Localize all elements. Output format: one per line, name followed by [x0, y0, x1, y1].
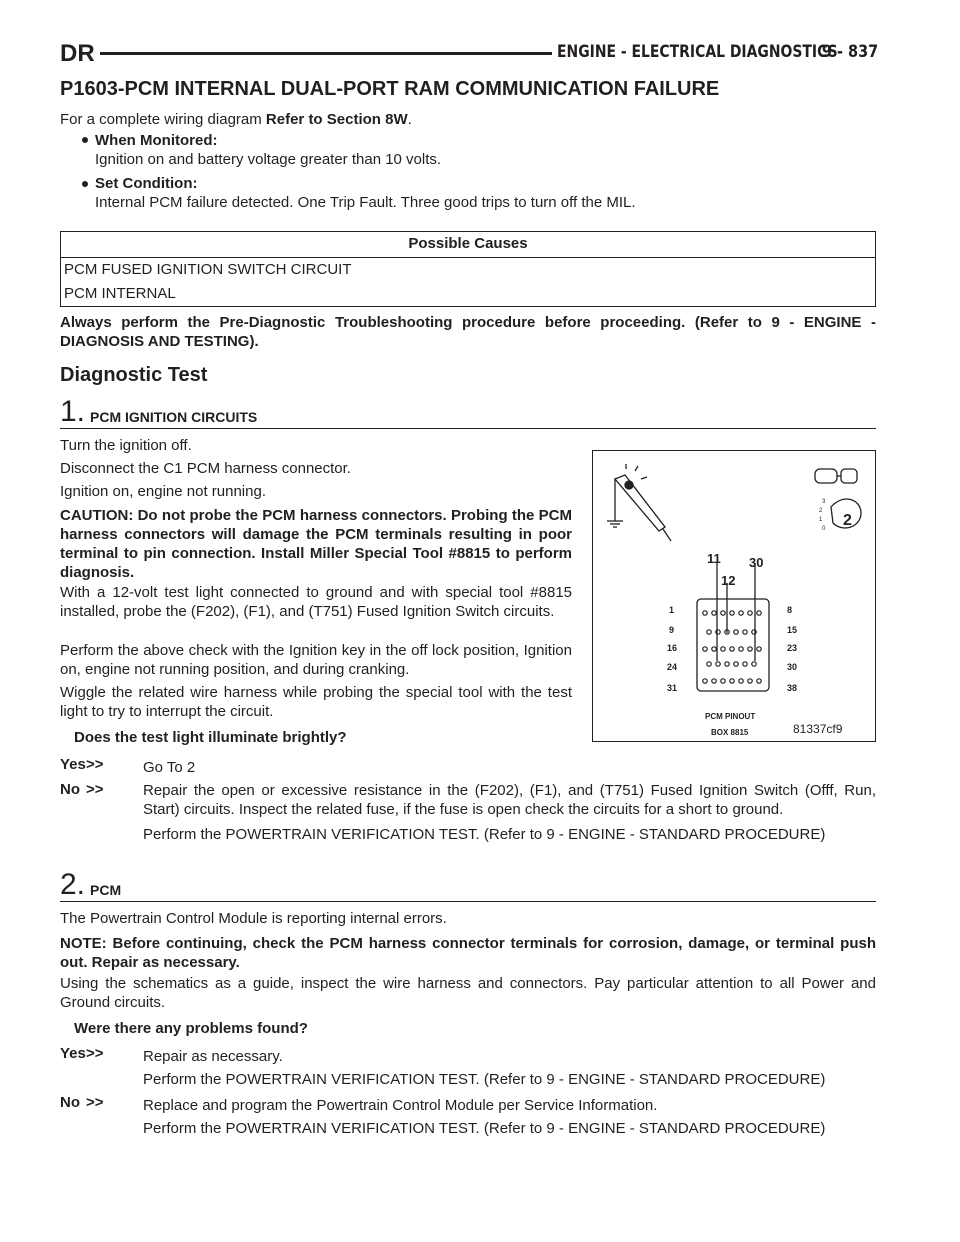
- verification-text: Perform the POWERTRAIN VERIFICATION TEST. (Refer to 9 - ENGINE - STANDARD PROCEDURE): [143, 1071, 826, 1088]
- step1-instruction: Wiggle the related wire harness while probing the special tool with the test light to try to interrupt the circuit.: [60, 684, 572, 720]
- set-condition-text: Internal PCM failure detected. One Trip Fault. Three good trips to turn off the MIL.: [95, 194, 636, 211]
- verification-text: Perform the POWERTRAIN VERIFICATION TEST. (Refer to 9 - ENGINE - STANDARD PROCEDURE): [143, 1120, 826, 1137]
- no-label: No: [60, 781, 80, 798]
- connector-pin: [739, 611, 743, 615]
- row-label: 8: [787, 605, 793, 615]
- pin-11-label: 11: [707, 551, 721, 566]
- connector-pin: [703, 611, 707, 615]
- figure-id: 81337cf9: [793, 722, 843, 736]
- key-position-label: 0: [822, 526, 826, 532]
- key-head: [841, 469, 857, 483]
- bullet-icon: [82, 181, 88, 187]
- pre-diagnostic-note: Always perform the Pre-Diagnostic Troubleshooting procedure before proceeding. (Refer to 9 - ENGINE - DIAGNOSIS AND TESTING).: [60, 314, 876, 350]
- connector-pin: [730, 679, 734, 683]
- monitored-label: When Monitored:: [95, 132, 218, 149]
- row-label: 1: [669, 605, 675, 615]
- step1-line: Disconnect the C1 PCM harness connector.: [60, 460, 351, 477]
- connector-pin: [730, 647, 734, 651]
- connector-pin: [734, 630, 738, 634]
- connector-pin: [721, 611, 725, 615]
- step1-caution: CAUTION: Do not probe the PCM harness connectors. Probing the PCM harness connectors will damage the PCM terminals resulting in poor terminal to pin connection. Install Miller Special Tool #8815 to perform diagnosis.: [60, 507, 572, 581]
- verification-text: Perform the POWERTRAIN VERIFICATION TEST. (Refer to 9 - ENGINE - STANDARD PROCEDURE): [143, 826, 826, 843]
- step2-note: NOTE: Before continuing, check the PCM harness connector terminals for corrosion, damage, or terminal push out. Repair as necessary.: [60, 935, 876, 971]
- step-title: PCM: [90, 882, 122, 898]
- pinout-caption: PCM PINOUT: [705, 712, 756, 721]
- step2-question: Were there any problems found?: [74, 1020, 308, 1037]
- connector-pin: [703, 679, 707, 683]
- wiring-prefix: For a complete wiring diagram: [60, 111, 262, 128]
- header-rule: [100, 52, 552, 55]
- light-ray: [641, 477, 647, 479]
- header-section-title: ENGINE - ELECTRICAL DIAGNOSTICS: [557, 42, 838, 62]
- step2-instruction: Using the schematics as a guide, inspect the wire harness and connectors. Pay particular attention to all Power and Ground circuits.: [60, 975, 876, 1011]
- row-label: 31: [667, 683, 678, 693]
- monitored-text: Ignition on and battery voltage greater than 10 volts.: [95, 151, 442, 168]
- step1-instruction: With a 12-volt test light connected to ground and with special tool #8815 installed, probe the (F202), (F1), and (T751) Fused Ignition Switch circuits.: [60, 584, 572, 620]
- connector-pin: [712, 679, 716, 683]
- no-label: No: [60, 1094, 80, 1111]
- no-arrow: >>: [86, 781, 104, 798]
- test-light-probe: [615, 475, 665, 531]
- connector-pin: [743, 662, 747, 666]
- wiring-link[interactable]: Refer to Section 8W: [265, 111, 408, 128]
- connector-pin: [743, 630, 747, 634]
- key-position-label: 2: [819, 508, 823, 514]
- row-label: 24: [667, 662, 678, 672]
- yes-label: Yes: [60, 756, 86, 773]
- connector-pin: [721, 679, 725, 683]
- box-caption: BOX 8815: [711, 728, 749, 737]
- header-model: DR: [60, 40, 95, 67]
- connector-pin: [716, 662, 720, 666]
- no-action: Repair the open or excessive resistance in the (F202), (F1), and (T751) Fused Ignition Switch (Offf, Run, Start) circuits. Inspect the related fuse, if the fuse is open check the circuits for a short to ground.: [143, 782, 876, 818]
- yes-action: Repair as necessary.: [143, 1048, 283, 1065]
- connector-pin: [757, 647, 761, 651]
- key-position-label: 3: [822, 499, 826, 505]
- test-light-tip: [663, 529, 671, 541]
- step-2-header: [60, 870, 876, 902]
- key-position-label: 1: [819, 517, 823, 523]
- step1-line: Ignition on, engine not running.: [60, 483, 266, 500]
- cause-item: PCM FUSED IGNITION SWITCH CIRCUIT: [64, 261, 352, 278]
- yes-label: Yes: [60, 1045, 86, 1062]
- key-position-marker: 2: [843, 512, 852, 529]
- row-label: 15: [787, 625, 798, 635]
- row-label: 9: [669, 625, 675, 635]
- test-light-bulb: [625, 481, 633, 489]
- connector-body: [697, 599, 769, 691]
- connector-pin: [757, 611, 761, 615]
- light-ray: [635, 466, 638, 471]
- yes-arrow: >>: [86, 756, 104, 773]
- pcm-pinout-figure: [592, 450, 876, 742]
- wiring-suffix: .: [407, 111, 412, 128]
- step1-question: Does the test light illuminate brightly?: [74, 729, 347, 746]
- wiring-reference: [60, 110, 412, 129]
- connector-pin: [730, 611, 734, 615]
- possible-causes-header: Possible Causes: [61, 232, 875, 258]
- row-label: 16: [667, 643, 678, 653]
- connector-pin: [748, 647, 752, 651]
- connector-pin: [734, 662, 738, 666]
- connector-pin: [748, 611, 752, 615]
- connector-pin: [752, 662, 756, 666]
- connector-pin: [739, 679, 743, 683]
- step-number: 2.: [60, 868, 86, 901]
- row-label: 23: [787, 643, 798, 653]
- connector-pin: [757, 679, 761, 683]
- connector-pin: [748, 679, 752, 683]
- step1-instruction: Perform the above check with the Ignition key in the off lock position, Ignition on, engine not running position, and during cranking.: [60, 642, 572, 678]
- cause-item: PCM INTERNAL: [64, 285, 176, 302]
- row-label: 30: [787, 662, 798, 672]
- connector-pin: [725, 662, 729, 666]
- step-title: PCM IGNITION CIRCUITS: [90, 409, 258, 425]
- connector-pin: [721, 647, 725, 651]
- connector-pin: [703, 647, 707, 651]
- pin-12-label: 12: [721, 573, 736, 588]
- connector-pin: [739, 647, 743, 651]
- page-title: P1603-PCM INTERNAL DUAL-PORT RAM COMMUNICATION FAILURE: [60, 78, 720, 100]
- yes-action[interactable]: Go To 2: [143, 759, 196, 776]
- step-number: 1.: [60, 395, 86, 428]
- key-head: [815, 469, 837, 483]
- connector-pins: [703, 611, 761, 683]
- connector-pin: [707, 630, 711, 634]
- connector-pin: [707, 662, 711, 666]
- set-condition-label: Set Condition:: [95, 175, 198, 192]
- pin-30-label: 30: [749, 555, 764, 570]
- step1-line: Turn the ignition off.: [60, 437, 192, 454]
- connector-pin: [712, 647, 716, 651]
- diagnostic-test-heading: Diagnostic Test: [60, 364, 208, 386]
- row-label: 38: [787, 683, 798, 693]
- possible-causes-table: [60, 231, 876, 307]
- page-header: [60, 40, 878, 68]
- header-page-number: 9 - 837: [821, 42, 878, 62]
- no-arrow: >>: [86, 1094, 104, 1111]
- yes-arrow: >>: [86, 1045, 104, 1062]
- step2-line: The Powertrain Control Module is reporting internal errors.: [60, 910, 447, 927]
- connector-pin: [712, 611, 716, 615]
- no-action: Replace and program the Powertrain Control Module per Service Information.: [143, 1097, 658, 1114]
- pcm-pinout-diagram: [593, 451, 877, 743]
- bullet-icon: [82, 137, 88, 143]
- step-1-header: [60, 397, 876, 429]
